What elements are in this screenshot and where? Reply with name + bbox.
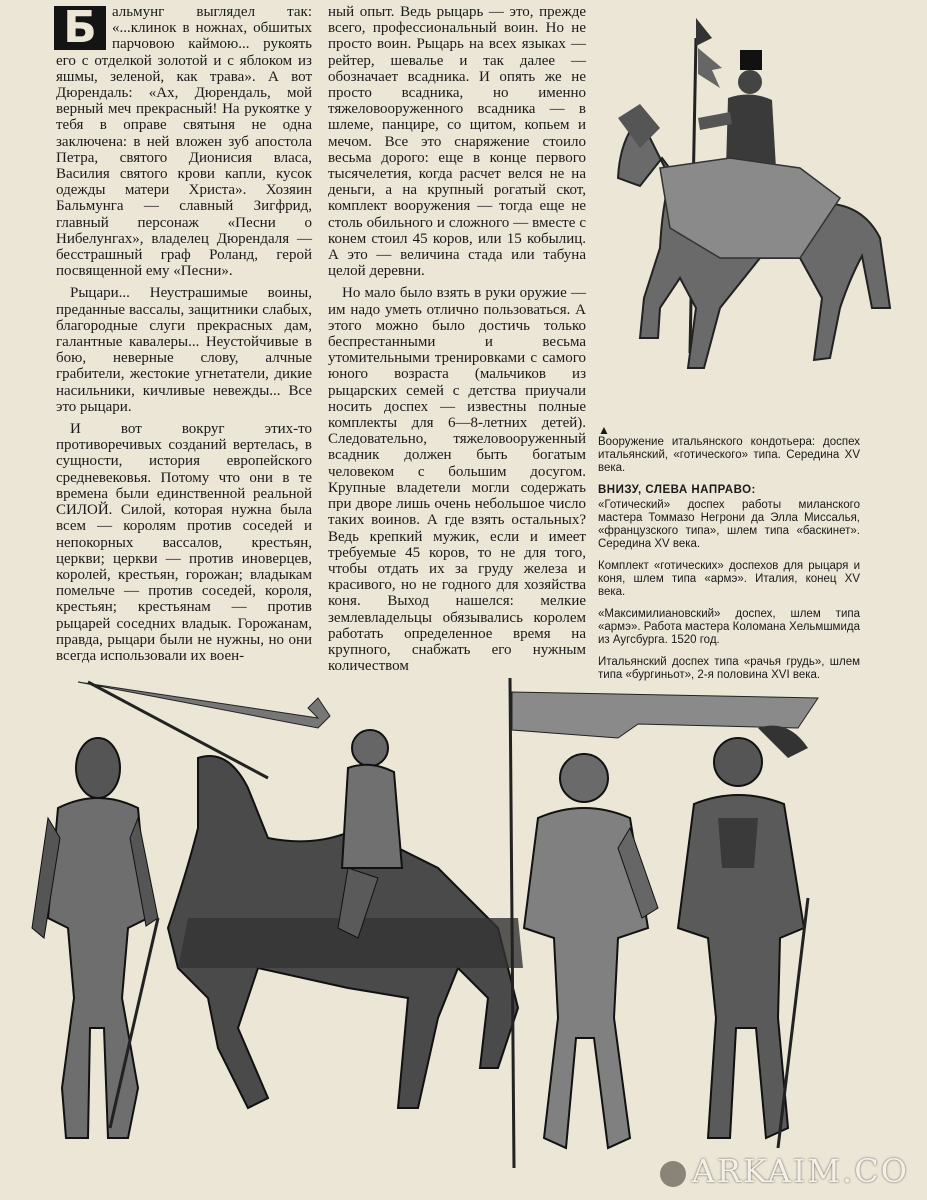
caption-item: Комплект «готических» доспехов для рыцаря и коня, шлем типа «армэ». Италия, конец XV века. (598, 560, 860, 598)
watermark-logo-icon (660, 1161, 686, 1187)
caption-heading: ВНИЗУ, СЛЕВА НАПРАВО: (598, 484, 756, 496)
paragraph: Рыцари... Неустрашимые воины, преданные вассалы, защитники слабых, благородные слуги прекрасных дам, галантные кавалеры... Неустойчивые в бою, неверные слову, алчные грабители, жестокие угнетатели, дикие насильники, кичливые невежды... Все это рыцари. (56, 285, 312, 415)
article-column-2 (328, 4, 586, 680)
armor-lineup-illustration (18, 668, 898, 1193)
paragraph-text: альмунг выглядел так: «...клинок в ножнах, обшитых парчовою каймою... рукоять его с отделкой золотой и с яблоком из яшмы, зеленой, как трава». А вот Дюрендаль: «Ах, Дюрендаль, мой верный меч прекрасный! На рукоятке у тебя в оправе святыня не одна заключена: в ней вложен зуб апостола Петра, святого Дионисия власа, Василия святого крови капли, кусок одежды матери Христа». Хозяин Бальмунга — славный Зигфрид, главный персонаж «Песни о Нибелунгах», владелец Дюрендаля — бесстрашный граф Роланд, герой посвященной ему «Песни». (56, 4, 312, 280)
paragraph: ный опыт. Ведь рыцарь — это, прежде всего, профессиональный воин. Но не просто воин. Рыцарь на всех языках — рейтер, шевалье и так далее — обозначает всадника. И опять же не просто всадника, но именно тяжеловооруженного всадника — в шлеме, панцире, со щитом, копьем и мечом. Все это снаряжение стоило весьма дорого: еще в конце первого тысячелетия, когда расчет велся не на деньги, а на крупный рогатый скот, комплект вооружения — тогда еще не столь обильного и сложного — вместе с конем стоил 45 коров, или 15 кобылиц. А это — величина стада или табуна целой деревни. (328, 4, 586, 280)
paragraph (56, 4, 312, 279)
caption-block (598, 424, 860, 691)
caption-item: «Максимилиановский» доспех, шлем типа «армэ». Работа мастера Коломана Хельмшмида из Аугсбурга. 1520 год. (598, 608, 860, 646)
paragraph: И вот вокруг этих-то противоречивых созданий вертелась, в сущности, история европейского средневековья. Потому что они в те времена были единственной реальной СИЛОЙ. Силой, которая нужна была всем — королям против соседей и непокорных вассалов, крестьян, церкви; церкви — против иноверцев, королей, крестьян, горожан; владыкам помельче — против соседей, короля, крестьян; крестьянам — против рыцарей соседних владык. Горожанам, правда, рыцари были не нужны, но они всегда использовали их воен- (56, 421, 312, 664)
caption-item: Итальянский доспех типа «рачья грудь», шлем типа «бургиньот», 2-я половина XVI века. (598, 656, 860, 681)
drop-cap: Б (54, 6, 106, 50)
article-column-1 (56, 4, 312, 670)
paragraph: Но мало было взять в руки оружие — им надо уметь отлично пользоваться. А этого можно было достичь только беспрестанными и весьма утомительными тренировками с самого юного возраста (мальчиков из рыцарских семей с детства приучали носить доспех — известны полные комплекты для 6—8-летних детей). Следовательно, тяжеловооруженный всадник должен быть богатым человеком с большим досугом. Крупные владетели могли содержать при дворе лишь очень небольшое число таких воинов. А где взять остальных? Ведь крепкий мужик, если и имеет требуемые 45 коров, то не для того, чтобы отдать их за груду железа и красивого, но не годного для хозяйства коня. Выход нашелся: мелкие землевладельцы обязывались королем работать определенное время на крупного, снабжать его нужным количеством (328, 285, 586, 675)
watermark (660, 1152, 909, 1190)
triangle-up-icon: ▲ (598, 423, 610, 437)
caption-top: Вооружение итальянского кондотьера: доспех итальянский, «готического» типа. Середина XV века. (598, 436, 860, 474)
caption-item: «Готический» доспех работы миланского мастера Томмазо Негрони да Элла Миссалья, «французского типа», шлем типа «баскинет». Середина XV века. (598, 499, 860, 550)
burgonet-armor-figure (678, 726, 808, 1149)
watermark-text: ARKAIM.CO (691, 1152, 909, 1190)
condottiere-illustration (600, 8, 900, 400)
gothic-armor-figure (32, 738, 158, 1138)
